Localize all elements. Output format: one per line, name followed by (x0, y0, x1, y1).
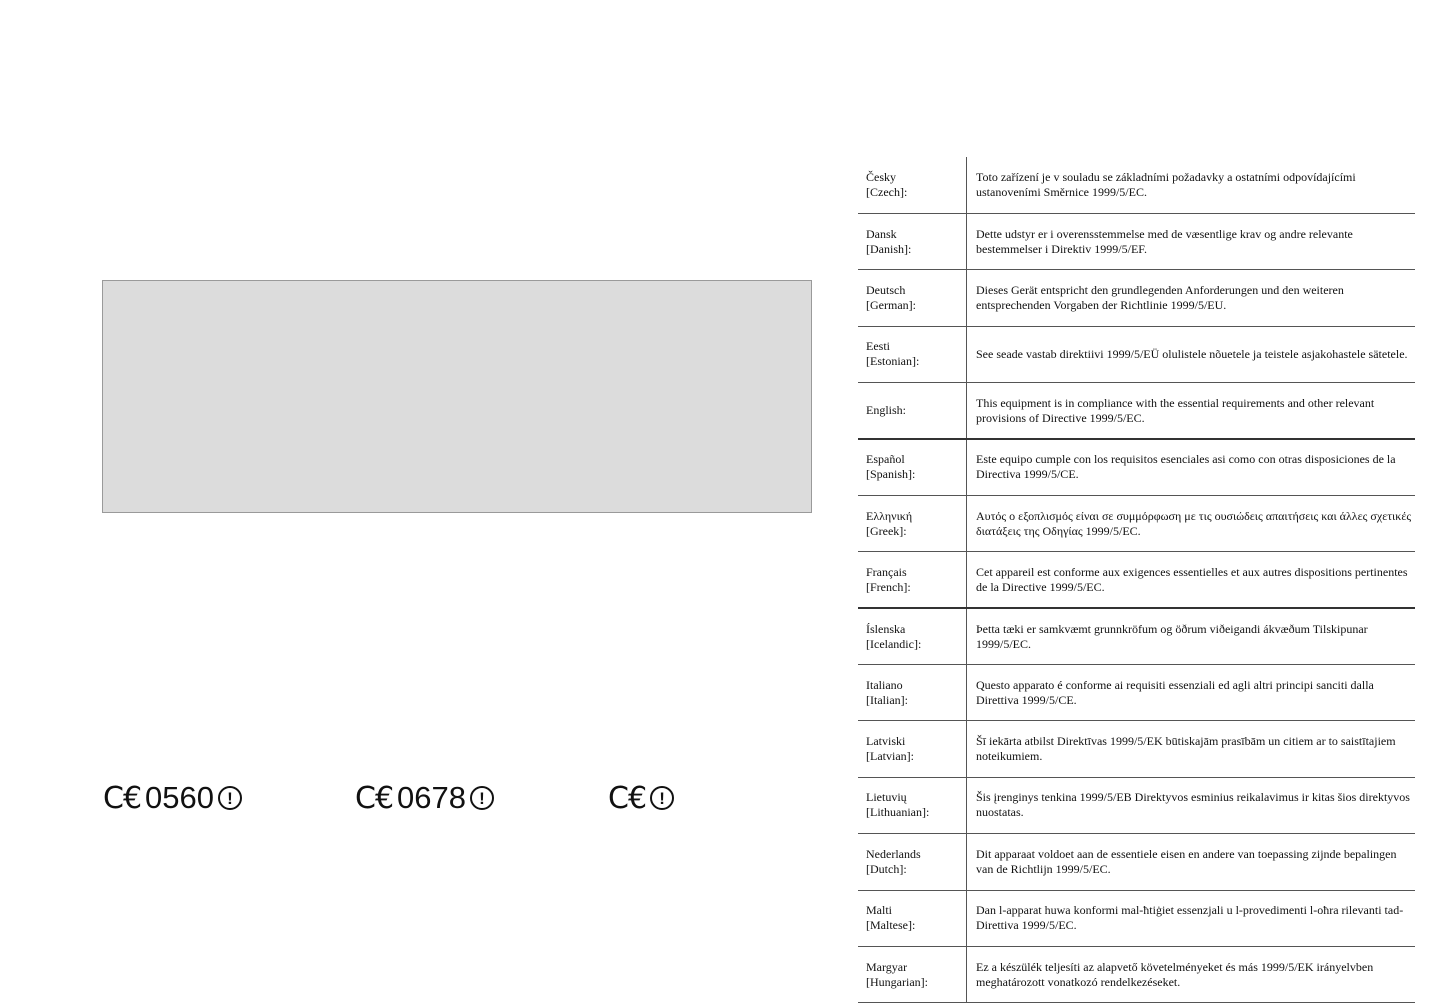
table-row (858, 439, 1415, 495)
language-name: Eesti (866, 339, 890, 354)
language-cell (858, 721, 967, 777)
table-row (858, 495, 1415, 551)
ce-mark-0560 (103, 778, 242, 818)
language-cell (858, 270, 967, 326)
declaration-text: Questo apparato é conforme ai requisiti essenziali ed agli altri principi sanciti dalla Direttiva 1999/5/CE. (976, 677, 1374, 707)
table-row (858, 552, 1415, 608)
notified-body-number: 0678 (397, 780, 467, 815)
alert-class2-icon: ! (650, 786, 674, 810)
language-english-name: [German]: (866, 297, 916, 312)
language-cell (858, 495, 967, 551)
declaration-rows (858, 157, 1415, 1003)
table-row (858, 721, 1415, 777)
language-cell (858, 665, 967, 721)
alert-class2-icon: ! (470, 786, 494, 810)
language-english-name: [Lithuanian]: (866, 805, 930, 820)
language-cell (858, 157, 967, 213)
notified-body-number: 0560 (145, 780, 215, 815)
language-name: Malti (866, 903, 892, 918)
table-row (858, 777, 1415, 833)
ce-logo: C€ (355, 780, 394, 816)
table-row (858, 946, 1415, 1002)
declaration-text: Dette udstyr er i overensstemmelse med de væsentlige krav og andre relevante bestemmelser i Direktiv 1999/5/EF. (976, 226, 1353, 256)
language-cell (858, 439, 967, 495)
ce-logo: C€ (103, 780, 142, 816)
language-cell (858, 834, 967, 890)
language-name: Ελληνική (866, 508, 913, 523)
language-name: Français (866, 564, 907, 579)
language-english-name: [Hungarian]: (866, 974, 928, 989)
language-name: English: (866, 403, 907, 417)
declaration-text: Šis įrenginys tenkina 1999/5/EB Direktyvos esminius reikalavimus ir kitas šios direktyvos nuostatas. (976, 790, 1410, 820)
blank-gray-panel (102, 280, 812, 513)
table-row (858, 608, 1415, 664)
language-name: Latviski (866, 734, 906, 749)
language-english-name: [Icelandic]: (866, 636, 922, 651)
declaration-text: See seade vastab direktiivi 1999/5/EÜ olulistele nõuetele ja teistele asjakohastele sätetele. (976, 346, 1408, 361)
declaration-text: Þetta tæki er samkvæmt grunnkröfum og öðrum viðeigandi ákvæðum Tilskipunar 1999/5/EC. (976, 621, 1368, 651)
language-cell (858, 777, 967, 833)
language-english-name: [Italian]: (866, 692, 908, 707)
declaration-text: Αυτός ο εξοπλισμός είναι σε συμμόρφωση με τις ουσιώδεις απαιτήσεις και άλλες σχετικές διατάξεις της Οδηγίας 1999/5/EC. (976, 508, 1412, 538)
table-row (858, 383, 1415, 439)
language-english-name: [Czech]: (866, 184, 908, 199)
language-name: Nederlands (866, 846, 921, 861)
declaration-text: Ez a készülék teljesíti az alapvető követelményeket és más 1999/5/EK irányelvben meghatározott vonatkozó rendelkezéseket. (976, 959, 1374, 989)
language-name: Česky (866, 169, 896, 184)
language-english-name: [French]: (866, 579, 911, 594)
alert-class2-icon: ! (218, 786, 242, 810)
language-cell (858, 552, 967, 608)
language-english-name: [Latvian]: (866, 749, 914, 764)
language-cell (858, 213, 967, 269)
language-cell (858, 383, 967, 439)
ce-mark-plain (608, 778, 674, 818)
language-cell (858, 890, 967, 946)
table-row (858, 834, 1415, 890)
language-name: Italiano (866, 677, 903, 692)
language-name: Margyar (866, 959, 908, 974)
table-row (858, 270, 1415, 326)
language-english-name: [Greek]: (866, 523, 907, 538)
language-english-name: [Spanish]: (866, 467, 916, 482)
language-cell (858, 326, 967, 382)
language-cell (858, 946, 967, 1002)
language-name: Dansk (866, 226, 897, 241)
language-name: Español (866, 452, 905, 467)
language-english-name: [Estonian]: (866, 354, 920, 369)
language-name: Deutsch (866, 282, 906, 297)
language-english-name: [Maltese]: (866, 918, 916, 933)
table-row (858, 157, 1415, 213)
declaration-text: Šī iekārta atbilst Direktīvas 1999/5/EK būtiskajām prasībām un citiem ar to saistītajiem noteikumiem. (976, 734, 1396, 764)
language-english-name: [Danish]: (866, 241, 912, 256)
ce-mark-0678 (355, 778, 494, 818)
declaration-text: Toto zařízení je v souladu se základními požadavky a ostatními odpovídajícími ustanoveními Směrnice 1999/5/EC. (976, 169, 1356, 199)
declaration-text: Dit apparaat voldoet aan de essentiele eisen en andere van toepassing zijnde bepalingen van de Richtlijn 1999/5/EC. (976, 846, 1397, 876)
declaration-text: Cet appareil est conforme aux exigences essentielles et aux autres dispositions pertinentes de la Directive 1999/5/EC. (976, 564, 1408, 594)
language-english-name: [Dutch]: (866, 861, 907, 876)
declaration-text: Dieses Gerät entspricht den grundlegenden Anforderungen und den weiteren entsprechenden Vorgaben der Richtlinie 1999/5/EU. (976, 282, 1344, 312)
language-name: Íslenska (866, 621, 906, 636)
table-row (858, 665, 1415, 721)
declaration-of-conformity-table (858, 157, 1415, 1003)
ce-logo: C€ (608, 780, 647, 816)
declaration-text: Dan l-apparat huwa konformi mal-ħtiġiet essenzjali u l-provedimenti l-oħra rilevanti tad-Direttiva 1999/5/EC. (976, 903, 1404, 933)
declaration-text: This equipment is in compliance with the essential requirements and other relevant provisions of Directive 1999/5/EC. (976, 395, 1375, 425)
language-cell (858, 608, 967, 664)
table-row (858, 890, 1415, 946)
table-row (858, 326, 1415, 382)
language-name: Lietuvių (866, 790, 907, 805)
table-row (858, 213, 1415, 269)
declaration-text: Este equipo cumple con los requisitos esenciales asi como con otras disposiciones de la Directiva 1999/5/CE. (976, 452, 1396, 482)
